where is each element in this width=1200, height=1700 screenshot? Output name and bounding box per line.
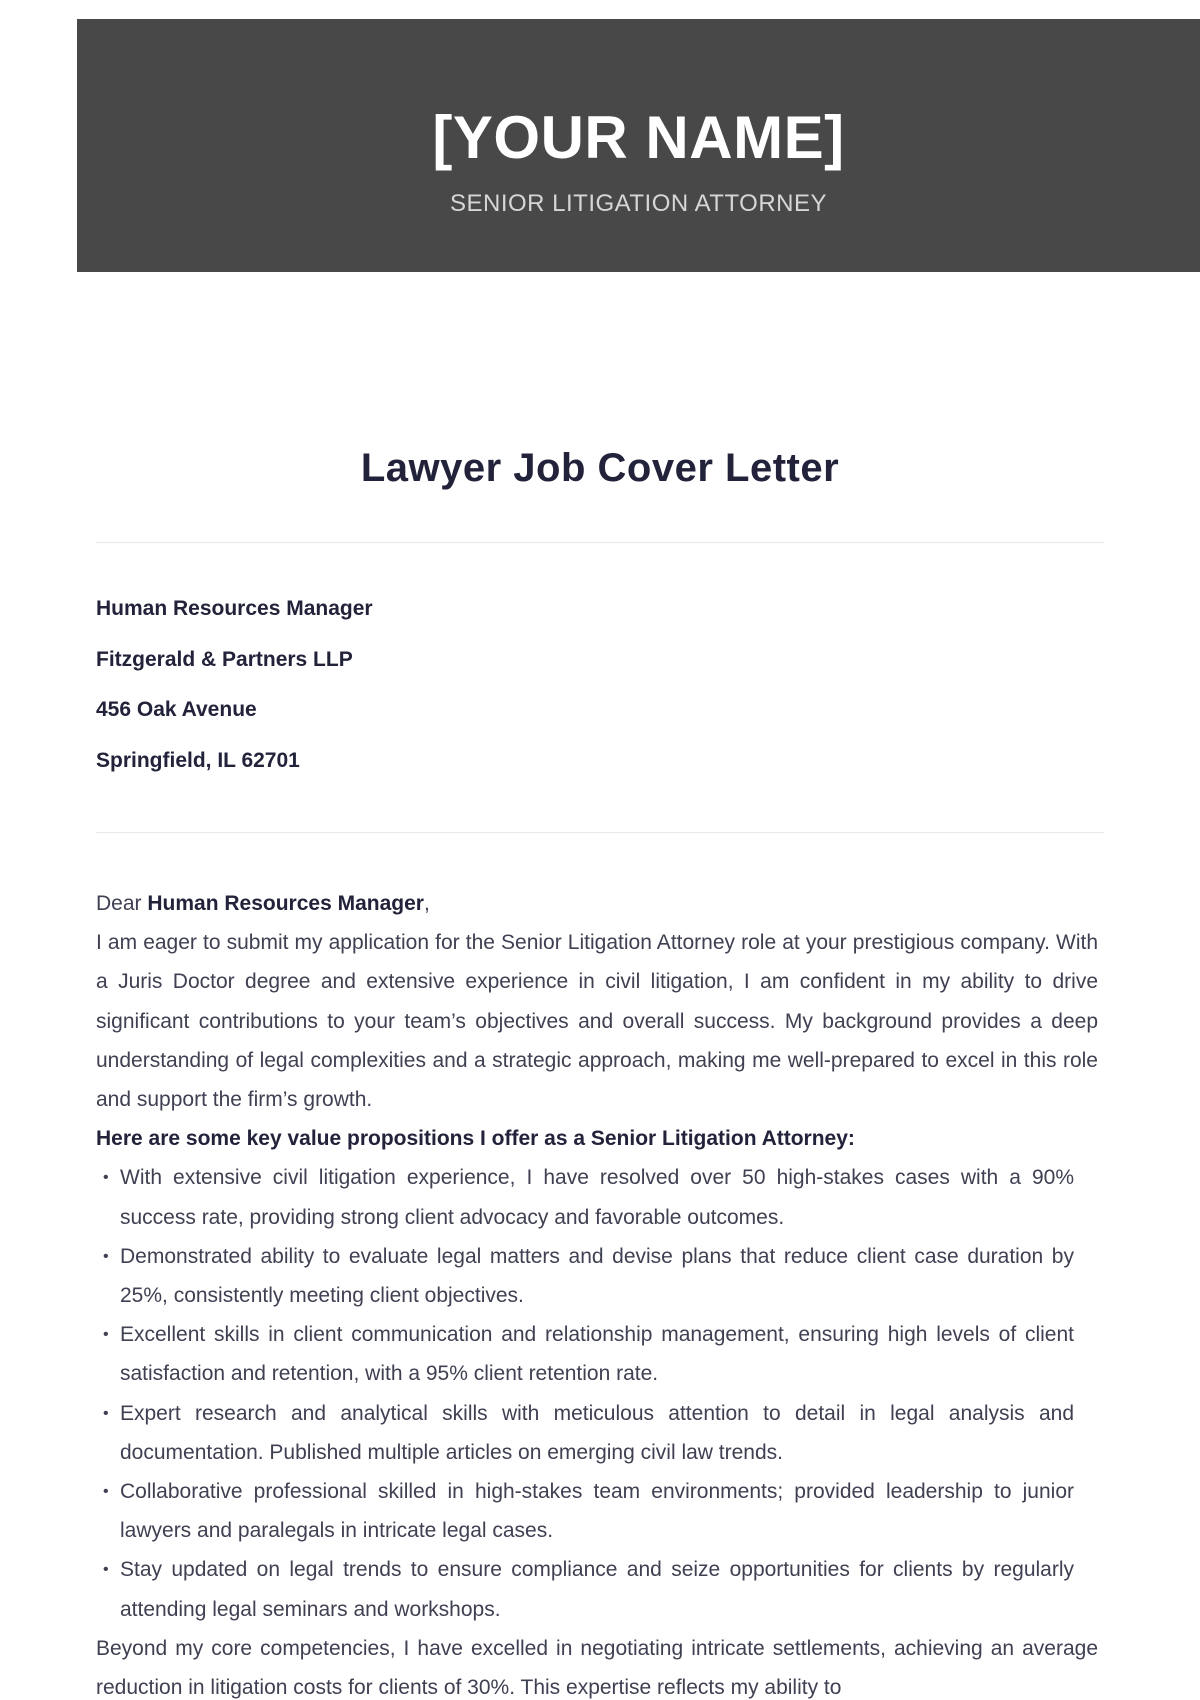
closing-paragraph: Beyond my core competencies, I have excelled in negotiating intricate settlements, achieving an average reduction in litigation costs for clients of 30%. This expertise reflects my ability to <box>96 1636 1098 1700</box>
list-item <box>96 1237 1098 1315</box>
salutation-suffix: , <box>423 892 430 915</box>
list-item-text: Demonstrated ability to evaluate legal matters and devise plans that reduce client case duration by 25%, consistently meeting client objectives. <box>120 1244 1074 1308</box>
list-item <box>96 1315 1098 1393</box>
recipient-address-block <box>96 596 796 798</box>
divider <box>96 542 1104 543</box>
bullet-icon: • <box>103 1247 109 1265</box>
bullet-icon: • <box>103 1483 109 1501</box>
list-item <box>96 1394 1098 1472</box>
list-item <box>96 1158 1098 1236</box>
recipient-street: 456 Oak Avenue <box>96 698 257 721</box>
value-propositions-list <box>96 1158 1098 1628</box>
list-item-text: With extensive civil litigation experience, I have resolved over 50 high-stakes cases with a 90% success rate, providing strong client advocacy and favorable outcomes. <box>120 1166 1074 1229</box>
recipient-title: Human Resources Manager <box>96 597 373 620</box>
bullet-icon: • <box>103 1169 109 1187</box>
applicant-job-title: SENIOR LITIGATION ATTORNEY <box>449 190 828 217</box>
list-item <box>96 1472 1098 1550</box>
divider <box>96 832 1104 833</box>
header-banner <box>77 19 1200 272</box>
bullet-icon: • <box>103 1326 109 1344</box>
list-item-text: Collaborative professional skilled in high-stakes team environments; provided leadership to junior lawyers and paralegals in intricate legal cases. <box>120 1480 1074 1543</box>
salutation-recipient: Human Resources Manager <box>147 892 424 915</box>
list-item-text: Expert research and analytical skills with meticulous attention to detail in legal analysis and documentation. Published multiple articles on emerging civil law trends. <box>120 1401 1074 1464</box>
bullet-icon: • <box>103 1561 109 1579</box>
document-title: Lawyer Job Cover Letter <box>360 446 840 490</box>
salutation <box>96 884 1098 923</box>
applicant-name: [YOUR NAME] <box>432 104 845 171</box>
recipient-city-state-zip: Springfield, IL 62701 <box>96 748 300 772</box>
propositions-heading: Here are some key value propositions I offer as a Senior Litigation Attorney: <box>96 1127 855 1151</box>
letter-body <box>96 884 1098 1700</box>
list-item <box>96 1550 1098 1628</box>
list-item-text: Stay updated on legal trends to ensure compliance and seize opportunities for clients by regularly attending legal seminars and workshops. <box>120 1558 1074 1621</box>
intro-paragraph: I am eager to submit my application for the Senior Litigation Attorney role at your prestigious company. With a Juris Doctor degree and extensive experience in civil litigation, I am confident in my ability to drive significant contributions to your team’s objectives and overall success. My background provides a deep understanding of legal complexities and a strategic approach, making me well-prepared to excel in this role and support the firm’s growth. <box>96 931 1098 1112</box>
list-item-text: Excellent skills in client communication and relationship management, ensuring high levels of client satisfaction and retention, with a 95% client retention rate. <box>120 1323 1074 1386</box>
recipient-company: Fitzgerald & Partners LLP <box>96 647 353 671</box>
bullet-icon: • <box>103 1404 109 1422</box>
salutation-prefix: Dear <box>96 892 148 915</box>
